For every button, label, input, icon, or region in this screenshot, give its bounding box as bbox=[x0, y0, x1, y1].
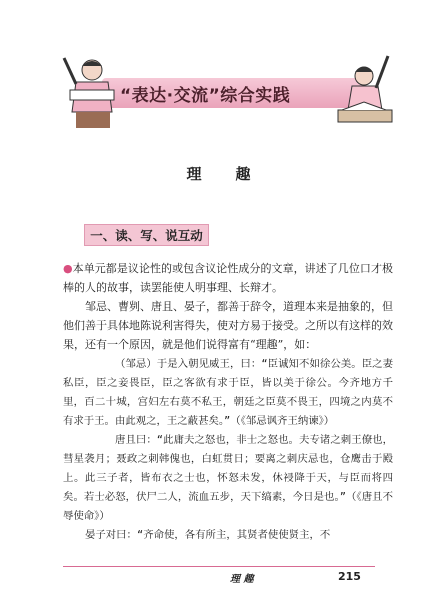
unit-banner bbox=[62, 50, 392, 132]
section-heading: 一、读、写、说互动 bbox=[90, 228, 203, 243]
bullet-icon: ● bbox=[63, 262, 73, 275]
quote-yanzi: 晏子对曰：“齐命使，各有所主，其贤者使使贤主，不 bbox=[85, 529, 331, 541]
quote-tangju: 唐且曰：“此庸夫之怒也，非士之怒也。夫专诸之刺王僚也，彗星袭月；聂政之刺韩傀也，白虹贯日；要离之刺庆忌也，仓鹰击于殿上。此三子者，皆布衣之士也，怀怒未发，休祲降于天，与臣而将四矣。若士必怒，伏尸二人，流血五步，天下缟素，今日是也。”（《唐且不辱使命》） bbox=[63, 434, 393, 522]
paragraph-1-text: 本单元都是议论性的或包含议论性成分的文章，讲述了几位口才极棒的人的故事，读罢能使人明事理、长辩才。 bbox=[63, 262, 393, 294]
student-raising-hand-illustration-left bbox=[62, 50, 126, 132]
banner-title: “表达·交流”综合实践 bbox=[120, 86, 291, 106]
footer-chapter-label: 理 趣 bbox=[230, 574, 254, 585]
quote-zouji: （邹忌）于是入朝见威王，曰：“臣诚知不如徐公美。臣之妻私臣，臣之妾畏臣，臣之客欲有求于臣，皆以美于徐公。今齐地方千里，百二十城，宫妇左右莫不私王，朝廷之臣莫不畏王，四境之内莫不有求于王。由此观之，王之蔽甚矣。”（《邹忌讽齐王纳谏》） bbox=[63, 358, 393, 427]
page-title: 理趣 bbox=[186, 165, 285, 183]
page-number: 215 bbox=[338, 570, 361, 583]
footer-divider bbox=[63, 566, 375, 567]
intro-paragraph bbox=[63, 259, 393, 297]
student-raising-hand-illustration-right bbox=[334, 50, 396, 132]
body-paragraph: 邹忌、曹刿、唐且、晏子，都善于辞令，道理本来是抽象的，但他们善于具体地陈说利害得失，使对方易于接受。之所以有这样的效果，还有一个原因，就是他们说得富有“理趣”，如： bbox=[63, 300, 393, 351]
